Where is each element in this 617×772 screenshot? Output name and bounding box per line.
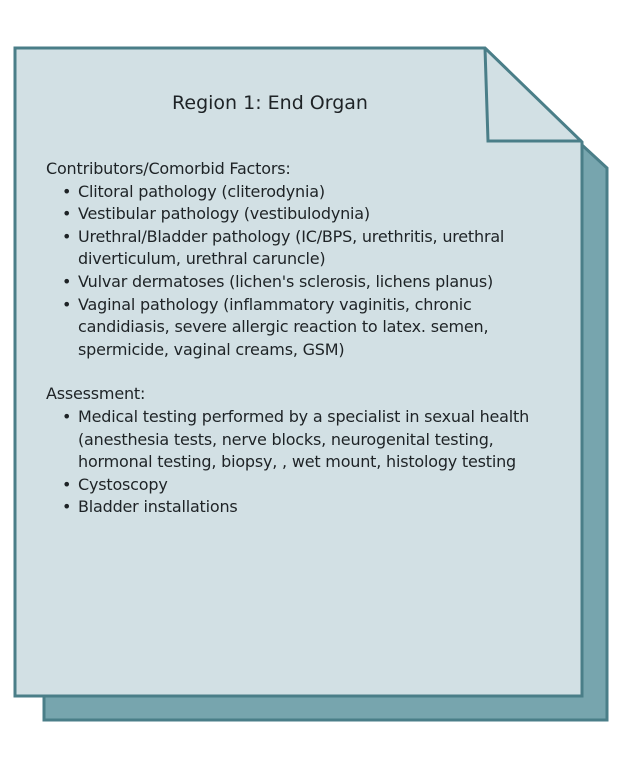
list-item: • Vulvar dermatoses (lichen's sclerosis, lichens planus) — [78, 271, 546, 294]
document-body — [46, 158, 546, 519]
page-title: Region 1: End Organ — [172, 92, 368, 114]
list-item: • Medical testing performed by a specialist in sexual health (anesthesia tests, nerve blocks, neurogenital testing, hormonal testing, biopsy, , wet mount, histology testing — [78, 406, 546, 474]
contributors-list — [46, 181, 546, 362]
list-item: • Cystoscopy — [78, 474, 546, 497]
list-item: • Vaginal pathology (inflammatory vaginitis, chronic candidiasis, severe allergic reaction to latex. semen, spermicide, vaginal creams, GSM) — [78, 294, 546, 362]
assessment-label: Assessment: — [46, 384, 146, 404]
list-item: • Bladder installations — [78, 496, 546, 519]
list-item: • Vestibular pathology (vestibulodynia) — [78, 203, 546, 226]
contributors-label: Contributors/Comorbid Factors: — [46, 159, 291, 178]
assessment-list — [46, 406, 546, 519]
list-item: • Clitoral pathology (cliterodynia) — [78, 181, 546, 204]
list-item: • Urethral/Bladder pathology (IC/BPS, urethritis, urethral diverticulum, urethral caruncle) — [78, 226, 546, 271]
